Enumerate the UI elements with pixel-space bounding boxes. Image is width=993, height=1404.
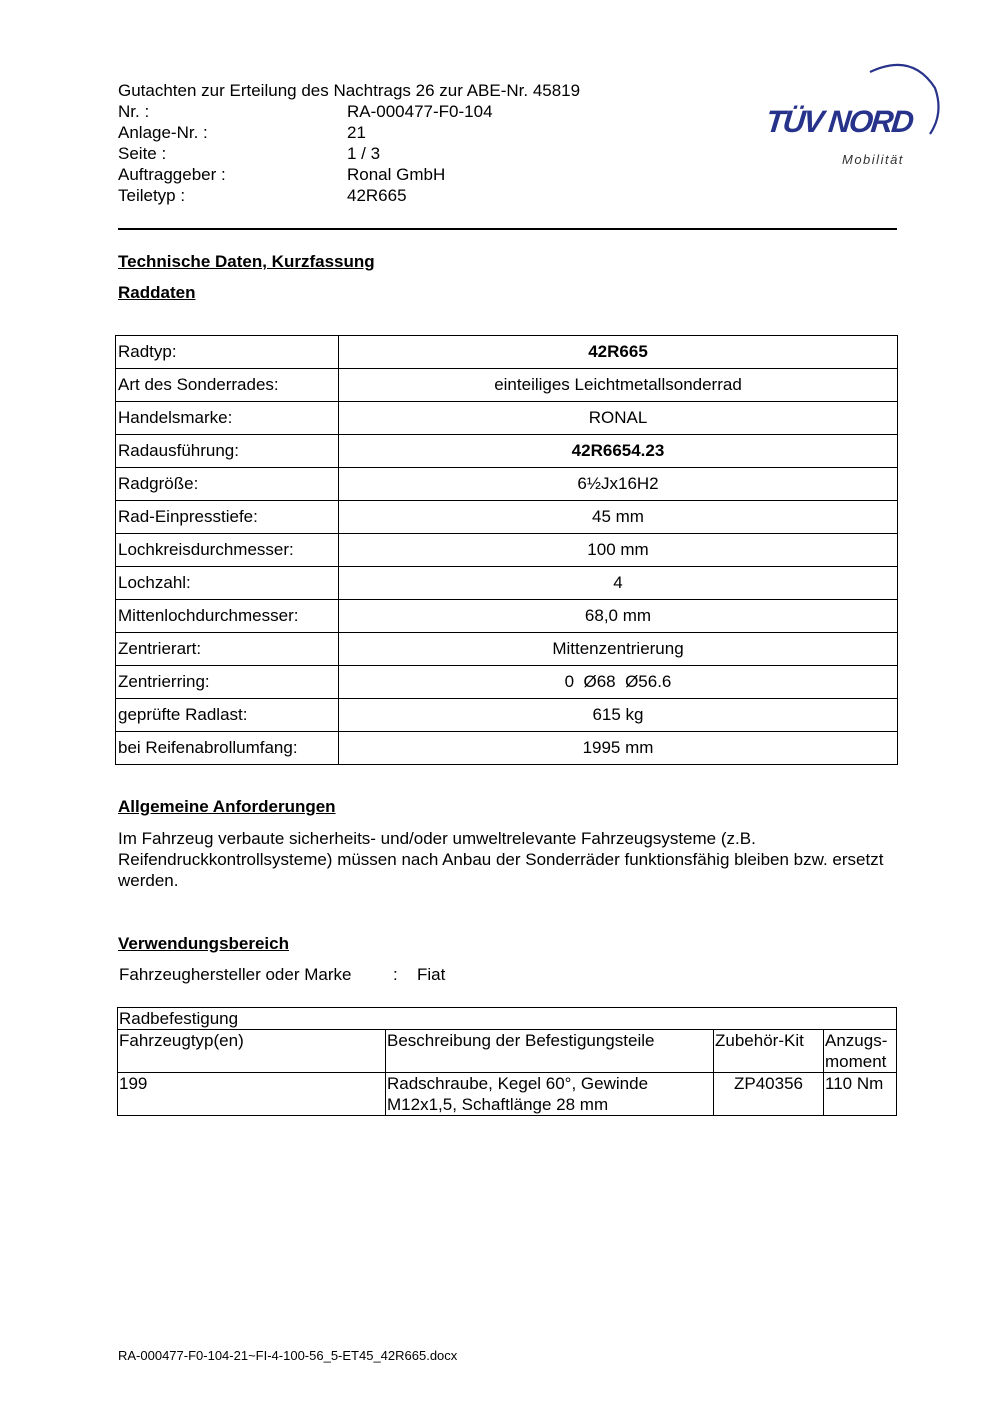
cell-description-line1: Radschraube, Kegel 60°, Gewinde: [387, 1074, 649, 1093]
header-label-nr: Nr. :: [118, 102, 150, 121]
header-vehicle-types: Fahrzeugtyp(en): [118, 1030, 386, 1073]
cell-vehicle-type: 199: [118, 1073, 386, 1116]
row-label: geprüfte Radlast:: [116, 699, 339, 732]
cell-torque: 110 Nm: [824, 1073, 897, 1116]
fixing-table-title: Radbefestigung: [118, 1008, 897, 1030]
header-torque-line2: moment: [825, 1052, 887, 1071]
row-label: Radausführung:: [116, 435, 339, 468]
wheel-fixing-table: [117, 1007, 897, 1116]
header-value-auftraggeber: Ronal GmbH: [347, 165, 446, 184]
row-value: 68,0 mm: [339, 600, 898, 633]
table-row: [116, 369, 898, 402]
header-divider: [118, 228, 897, 230]
row-label: Art des Sonderrades:: [116, 369, 339, 402]
table-row: [116, 732, 898, 765]
section-title-allgemein: Allgemeine Anforderungen: [118, 797, 336, 816]
cell-description-line2: M12x1,5, Schaftlänge 28 mm: [387, 1095, 609, 1114]
row-value: 45 mm: [339, 501, 898, 534]
document-title: Gutachten zur Erteilung des Nachtrags 26 zur ABE-Nr. 45819: [118, 81, 581, 100]
table-row: [116, 501, 898, 534]
row-label: Zentrierart:: [116, 633, 339, 666]
header-label-seite: Seite :: [118, 144, 167, 163]
logo-brand: TÜV NORD: [764, 104, 914, 139]
section-title-tech: Technische Daten, Kurzfassung: [118, 252, 375, 271]
table-row: [116, 402, 898, 435]
header-torque-line1: Anzugs-: [825, 1031, 888, 1050]
table-row: [116, 336, 898, 369]
header-value-nr: RA-000477-F0-104: [347, 102, 493, 121]
header-value-anlage: 21: [347, 123, 366, 142]
row-label: Rad-Einpresstiefe:: [116, 501, 339, 534]
header-accessory-kit: Zubehör-Kit: [714, 1030, 824, 1073]
row-value: 1995 mm: [339, 732, 898, 765]
table-row: [116, 633, 898, 666]
row-label: Lochzahl:: [116, 567, 339, 600]
row-value: 615 kg: [339, 699, 898, 732]
row-label: Mittenlochdurchmesser:: [116, 600, 339, 633]
table-row: [118, 1073, 897, 1116]
allgemein-paragraph: Im Fahrzeug verbaute sicherheits- und/oder umweltrelevante Fahrzeugsysteme (z.B. Reifendruckkontrollsysteme) müssen nach Anbau der Sonderräder funktionsfähig bleiben bzw. ersetzt werden.: [118, 829, 884, 890]
table-row: [116, 666, 898, 699]
manufacturer-value: Fiat: [417, 965, 446, 984]
section-title-raddaten: Raddaten: [118, 283, 196, 302]
table-row: [116, 567, 898, 600]
header-label-anlage: Anlage-Nr. :: [118, 123, 208, 142]
cell-description: [386, 1073, 714, 1116]
table-header-row: [118, 1030, 897, 1073]
row-value: 100 mm: [339, 534, 898, 567]
row-label: Zentrierring:: [116, 666, 339, 699]
tuev-nord-logo: [762, 58, 942, 173]
row-value: einteiliges Leichtmetallsonderrad: [339, 369, 898, 402]
table-title-row: [118, 1008, 897, 1030]
header-value-teiletyp: 42R665: [347, 186, 407, 205]
header-torque: [824, 1030, 897, 1073]
row-label: bei Reifenabrollumfang:: [116, 732, 339, 765]
footer-filename: RA-000477-F0-104-21~FI-4-100-56_5-ET45_42R665.docx: [118, 1348, 458, 1363]
table-row: [116, 534, 898, 567]
row-value: 4: [339, 567, 898, 600]
section-title-verwendung: Verwendungsbereich: [118, 934, 289, 953]
row-value: 0 Ø68 Ø56.6: [339, 666, 898, 699]
row-value: 6½Jx16H2: [339, 468, 898, 501]
manufacturer-label: Fahrzeughersteller oder Marke: [119, 965, 352, 984]
table-row: [116, 435, 898, 468]
row-label: Radgröße:: [116, 468, 339, 501]
row-value: 42R6654.23: [339, 435, 898, 468]
manufacturer-separator: :: [393, 965, 398, 984]
row-value: Mittenzentrierung: [339, 633, 898, 666]
row-value: RONAL: [339, 402, 898, 435]
header-label-teiletyp: Teiletyp :: [118, 186, 186, 205]
row-label: Lochkreisdurchmesser:: [116, 534, 339, 567]
wheel-data-table: [115, 335, 898, 765]
logo-tagline: Mobilität: [842, 152, 904, 167]
table-row: [116, 600, 898, 633]
row-label: Handelsmarke:: [116, 402, 339, 435]
header-description: Beschreibung der Befestigungsteile: [386, 1030, 714, 1073]
header-label-auftraggeber: Auftraggeber :: [118, 165, 226, 184]
row-value: 42R665: [339, 336, 898, 369]
cell-kit: ZP40356: [714, 1073, 824, 1116]
header-value-seite: 1 / 3: [347, 144, 381, 163]
table-row: [116, 468, 898, 501]
table-row: [116, 699, 898, 732]
row-label: Radtyp:: [116, 336, 339, 369]
